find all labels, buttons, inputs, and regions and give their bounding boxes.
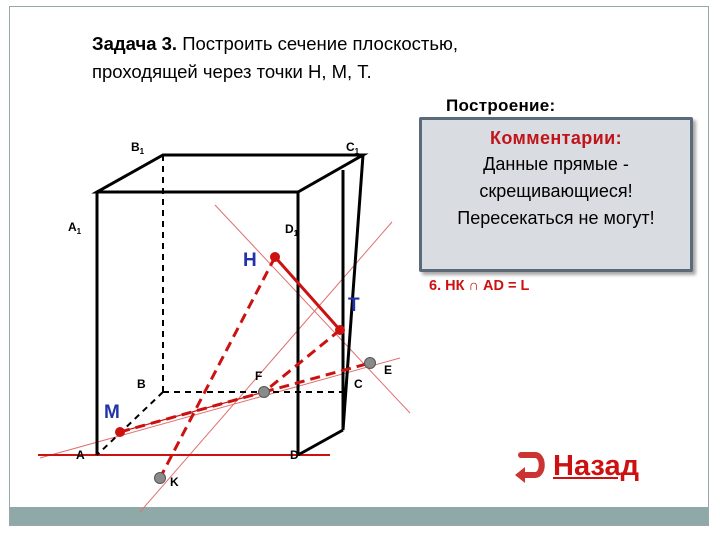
label-b: B	[137, 377, 146, 391]
line-hk	[160, 257, 275, 478]
label-h: Н	[243, 250, 257, 271]
points	[115, 252, 376, 484]
label-e: E	[384, 363, 393, 377]
task-text-line1: Построить сечение плоскостью,	[177, 33, 459, 54]
point-m	[115, 427, 125, 437]
back-label: Назад	[553, 449, 639, 482]
label-d: D	[290, 448, 299, 462]
point-k	[155, 473, 166, 484]
comment-box	[419, 117, 693, 272]
line-mf-thin	[120, 392, 264, 432]
task-text-line2: проходящей через точки Н, М, Т.	[92, 61, 372, 82]
construction-heading: Построение:	[446, 96, 556, 115]
step-6-text: 6. НК ∩ AD = L	[429, 278, 530, 294]
label-d1: $D_1$	[285, 222, 299, 238]
label-a1: $A_1$	[68, 220, 82, 236]
hidden-edges	[97, 155, 343, 455]
label-c: C	[354, 377, 363, 391]
top-face	[97, 155, 363, 192]
label-f: F	[255, 369, 263, 383]
comment-body: Данные прямые - скрещивающиеся! Пересекаться не могут!	[457, 154, 655, 228]
label-a: A	[76, 448, 85, 462]
u-turn-arrow-icon	[513, 449, 547, 483]
point-e	[365, 358, 376, 369]
label-k: K	[170, 475, 179, 489]
task-number: Задача 3.	[92, 33, 178, 54]
label-m: М	[104, 402, 120, 423]
point-h	[270, 252, 280, 262]
comment-title: Комментарии:	[489, 128, 622, 148]
point-t	[335, 325, 345, 335]
label-c1: $C_1$	[346, 140, 360, 156]
label-b1: $B_1$	[131, 140, 145, 156]
visible-edges	[97, 155, 363, 455]
edge-dc	[298, 430, 343, 455]
label-t: Т	[348, 295, 360, 316]
point-f	[259, 387, 270, 398]
back-button[interactable]	[513, 446, 639, 486]
